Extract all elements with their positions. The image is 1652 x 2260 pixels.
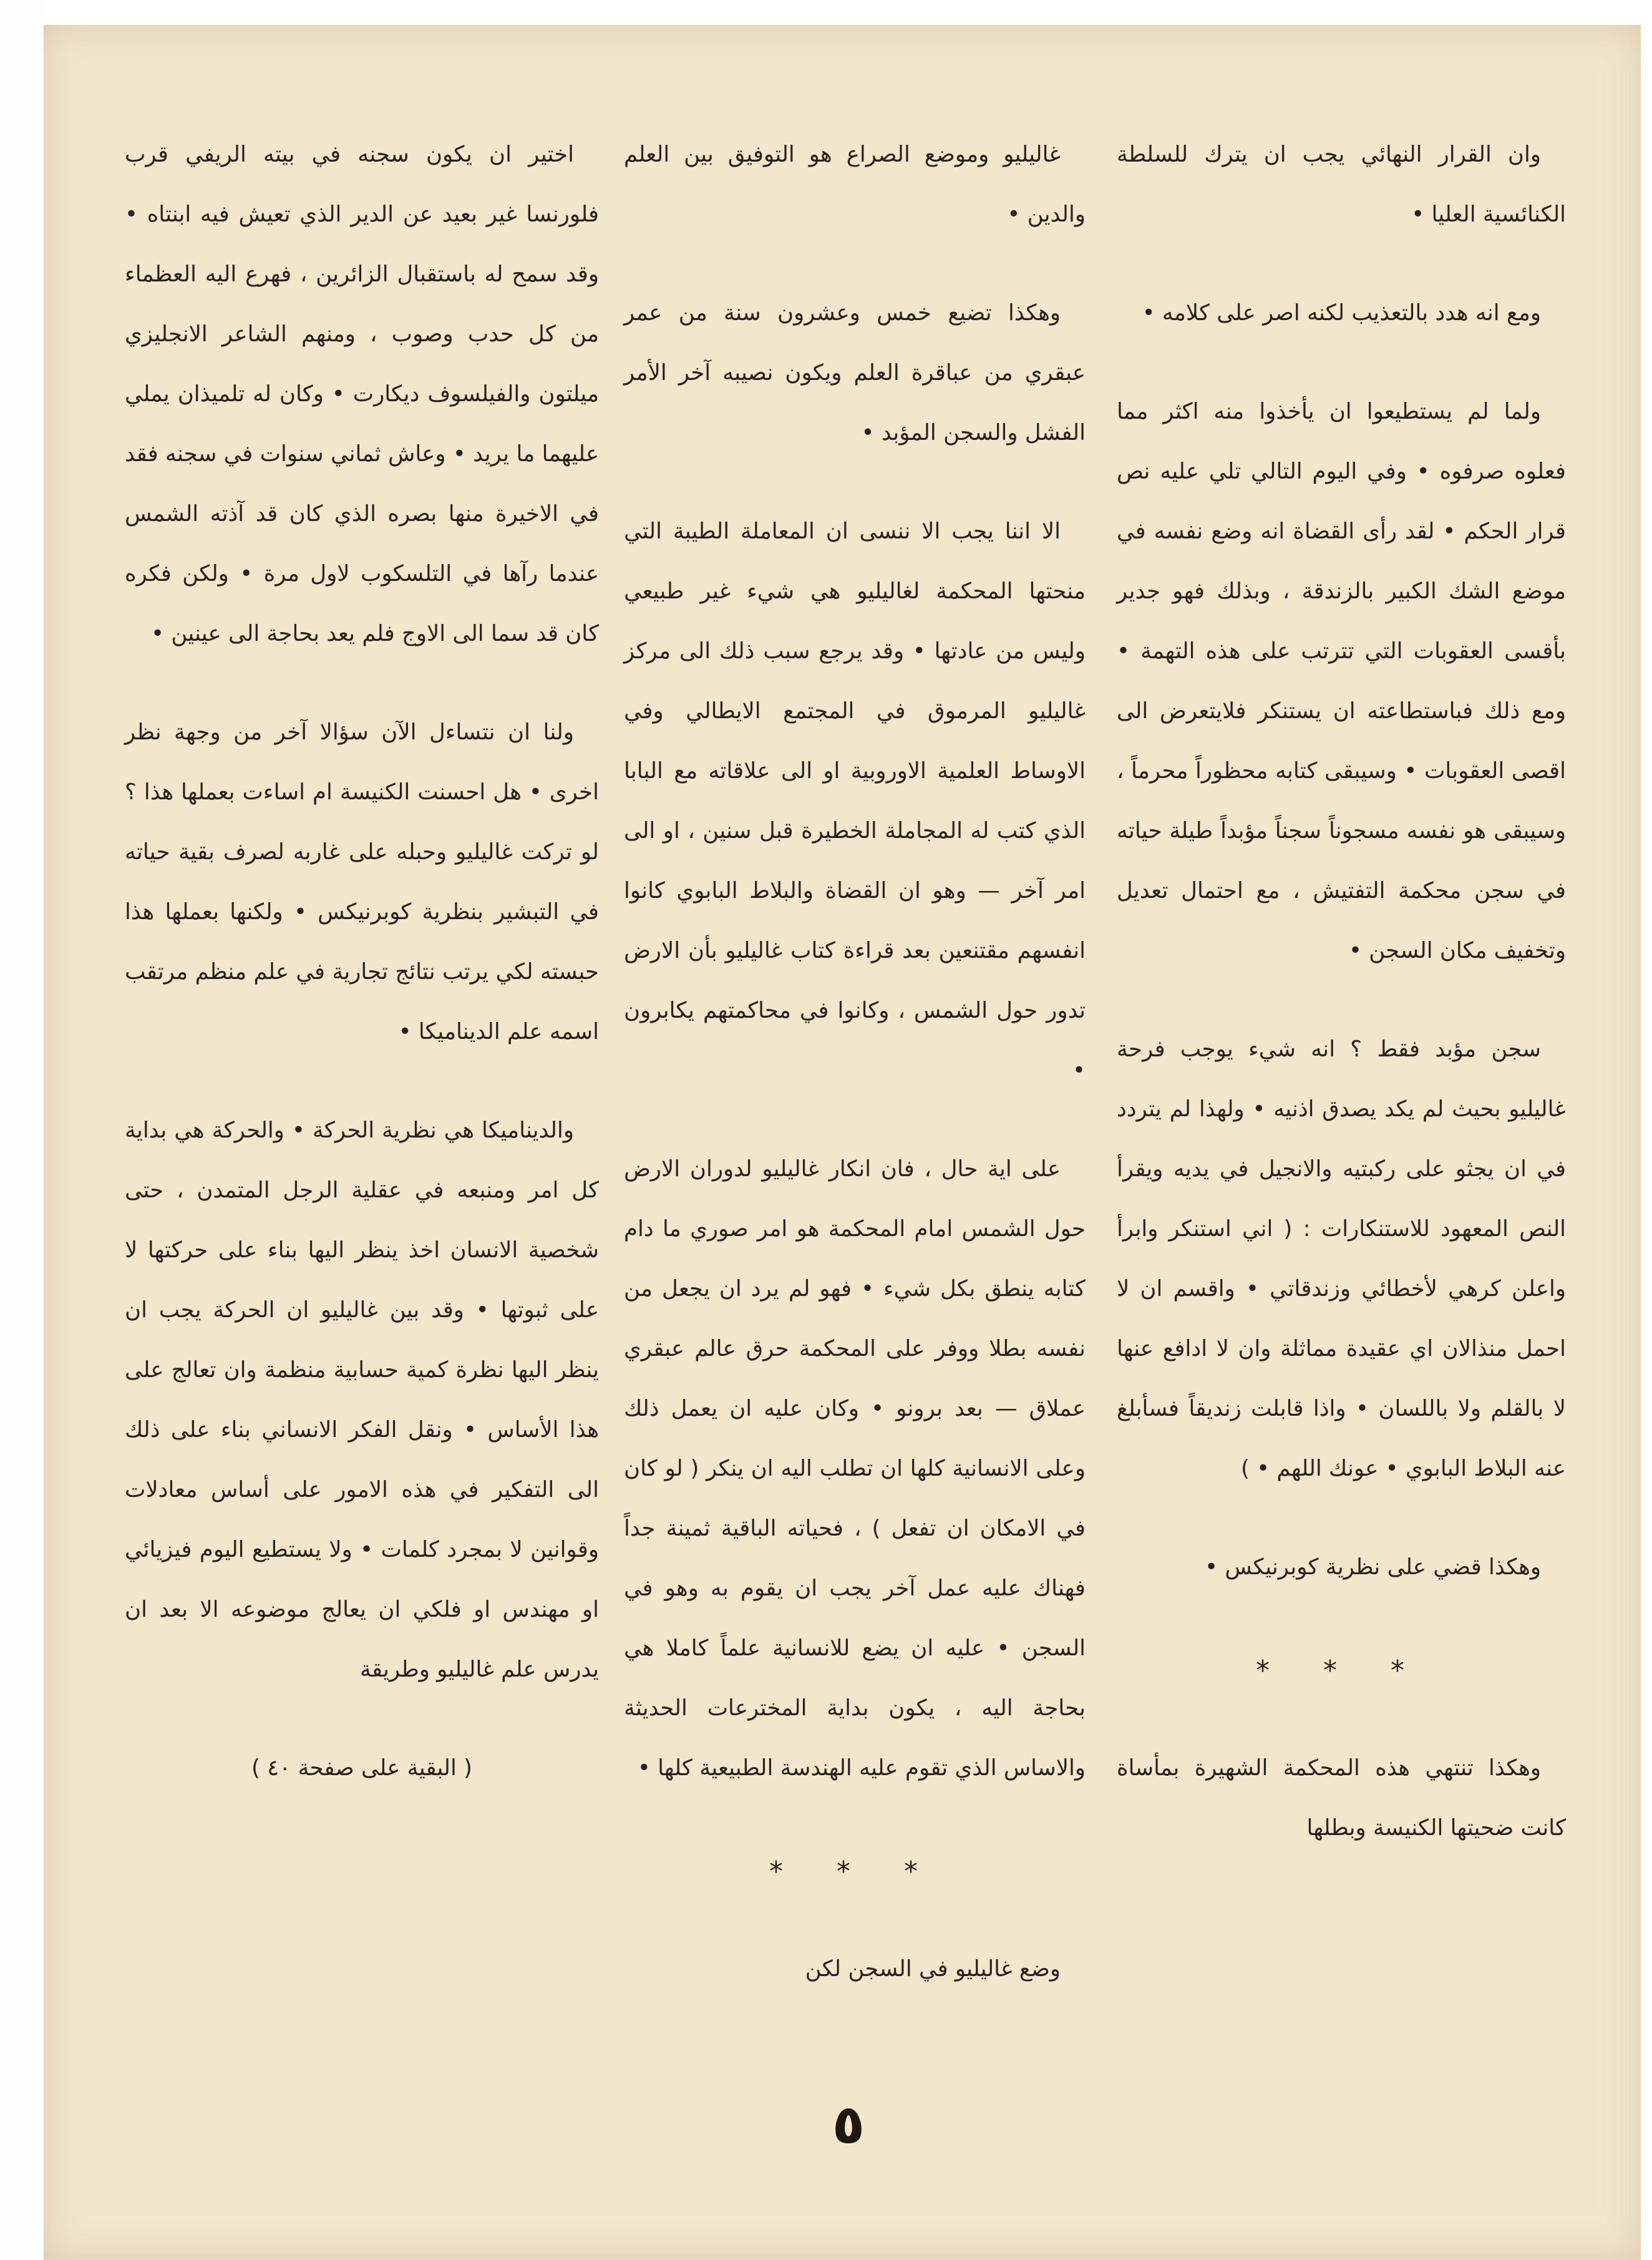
paragraph: وهكذا تضيع خمس وعشرون سنة من عمر عبقري من عباقرة العلم ويكون نصيبه آخر الأمر الفشل والسجن المؤبد • xyxy=(624,300,1086,446)
paragraph: ومع انه هدد بالتعذيب لكنه اصر على كلامه • xyxy=(1142,300,1541,326)
section-separator: * * * xyxy=(1256,1655,1427,1687)
paragraph: والديناميكا هي نظرية الحركة • والحركة هي بداية كل امر ومنبعه في عقلية الرجل المتمدن ، حتى شخصية الانسان اخذ ينظر اليها بناء على حركتها لا على ثبوتها • وقد بين غاليليو ان الحركة يجب ان ينظر اليها نظرة كمية حسابية منظمة وان تعالج على هذا الأساس • ونقل الفكر الانساني بناء على ذلك الى التفكير في هذه الامور على أساس معادلات وقوانين لا بمجرد كلمات • ولا يستطيع اليوم فيزيائي او مهندس او فلكي ان يعالج موضوعه الا بعد ان يدرس علم غاليليو وطريقة xyxy=(125,1118,599,1682)
scan-margin xyxy=(0,0,44,2260)
paragraph: على اية حال ، فان انكار غاليليو لدوران الارض حول الشمس امام المحكمة هو امر صوري ما دام كتابه ينطق بكل شيء • فهو لم يرد ان يجعل من نفسه بطلا ووفر على المحكمة حرق عالم عبقري عملاق — بعد برونو • وكان عليه ان يعمل ذلك وعلى الانسانية كلها ان تطلب اليه ان ينكر ( لو كان في الامكان ان تفعل ) ، فحياته الباقية ثمينة جداً فهناك عليه عمل آخر يجب ان يقوم به وهو في السجن • عليه ان يضع للانسانية علماً كاملا هي بحاجة اليه ، يكون بداية المخترعات الحديثة والاساس الذي تقوم عليه الهندسة الطبيعية كلها • xyxy=(624,1156,1086,1781)
paragraph: سجن مؤبد فقط ؟ انه شيء يوجب فرحة غاليليو بحيث لم يكد يصدق اذنيه • ولهذا لم يتردد في ان يجثو على ركبتيه والانجيل في يديه ويقرأ النص المعهود للاستنكارات : ( اني استنكر وابرأ واعلن كرهي لأخطائي وزندقاتي • واقسم ان لا احمل منذالان اي عقيدة مماثلة وان لا ادافع عنها لا بالقلم ولا باللسان • واذا قابلت زنديقاً فسأبلغ عنه البلاط البابوي • عونك اللهم • ) xyxy=(1117,1036,1566,1481)
paragraph: اختير ان يكون سجنه في بيته الريفي قرب فلورنسا غير بعيد عن الدير الذي تعيش فيه ابنتاه • وقد سمح له باستقبال الزائرين ، فهرع اليه العظماء من كل حدب وصوب ، ومنهم الشاعر الانجليزي ميلتون والفيلسوف ديكارت • وكان له تلميذان يملي عليهما ما يريد • وعاش ثماني سنوات في سجنه فقد في الاخيرة منها بصره الذي كان قد آذته الشمس عندما رآها في التلسكوب لاول مرة • ولكن فكره كان قد سما الى الاوج فلم يعد بحاجة الى عينين • xyxy=(125,142,599,646)
paragraph: غاليليو وموضع الصراع هو التوفيق بين العلم والدين • xyxy=(624,142,1086,227)
page-number: ٥ xyxy=(832,2093,865,2156)
paragraph: الا اننا يجب الا ننسى ان المعاملة الطيبة التي منحتها المحكمة لغاليليو هي شيء غير طبيعي وليس من عادتها • وقد يرجع سبب ذلك الى مركز غاليليو المرموق في المجتمع الايطالي وفي الاوساط العلمية الاوروبية او الى علاقاته مع البابا الذي كتب له المجاملة الخطيرة قبل سنين ، او الى امر آخر — وهو ان القضاة والبلاط البابوي كانوا انفسهم مقتنعين بعد قراءة كتاب غاليليو بأن الارض تدور حول الشمس ، وكانوا في محاكمتهم يكابرون • xyxy=(624,519,1086,1083)
paragraph: وهكذا قضي على نظرية كوبرنيكس • xyxy=(1205,1554,1541,1580)
paragraph: وضع غاليليو في السجن لكن xyxy=(805,1956,1061,1982)
column-left xyxy=(125,125,599,1798)
paragraph: وان القرار النهائي يجب ان يترك للسلطة الكنائسية العليا • xyxy=(1117,142,1566,227)
paragraph: وهكذا تنتهي هذه المحكمة الشهيرة بمأساة كانت ضحيتها الكنيسة وبطلها xyxy=(1117,1755,1566,1841)
column-right xyxy=(1117,125,1566,1897)
section-separator: * * * xyxy=(769,1856,940,1887)
paragraph: ولنا ان نتساءل الآن سؤالا آخر من وجهة نظر اخرى • هل احسنت الكنيسة ام اساءت بعملها هذا ؟ لو تركت غاليليو وحبله على غاربه لصرف بقية حياته في التبشير بنظرية كوبرنيكس • ولكنها بعملها هذا حبسته لكي يرتب نتائج تجارية في علم منظم مرتقب اسمه علم الديناميكا • xyxy=(125,719,599,1045)
continued-note: ( البقية على صفحة ٤٠ ) xyxy=(251,1755,472,1781)
column-middle xyxy=(624,125,1086,2038)
paragraph: ولما لم يستطيعوا ان يأخذوا منه اكثر مما فعلوه صرفوه • وفي اليوم التالي تلي عليه نص قرار الحكم • لقد رأى القضاة انه وضع نفسه في موضع الشك الكبير بالزندقة ، وبذلك فهو جدير بأقسى العقوبات التي تترتب على هذه التهمة • ومع ذلك فباستطاعته ان يستنكر فلايتعرض الى اقصى العقوبات • وسيبقى كتابه محظوراً محرماً ، وسيبقى هو نفسه مسجوناً سجناً مؤبداً طيلة حياته في سجن محكمة التفتيش ، مع احتمال تعديل وتخفيف مكان السجن • xyxy=(1117,399,1566,963)
